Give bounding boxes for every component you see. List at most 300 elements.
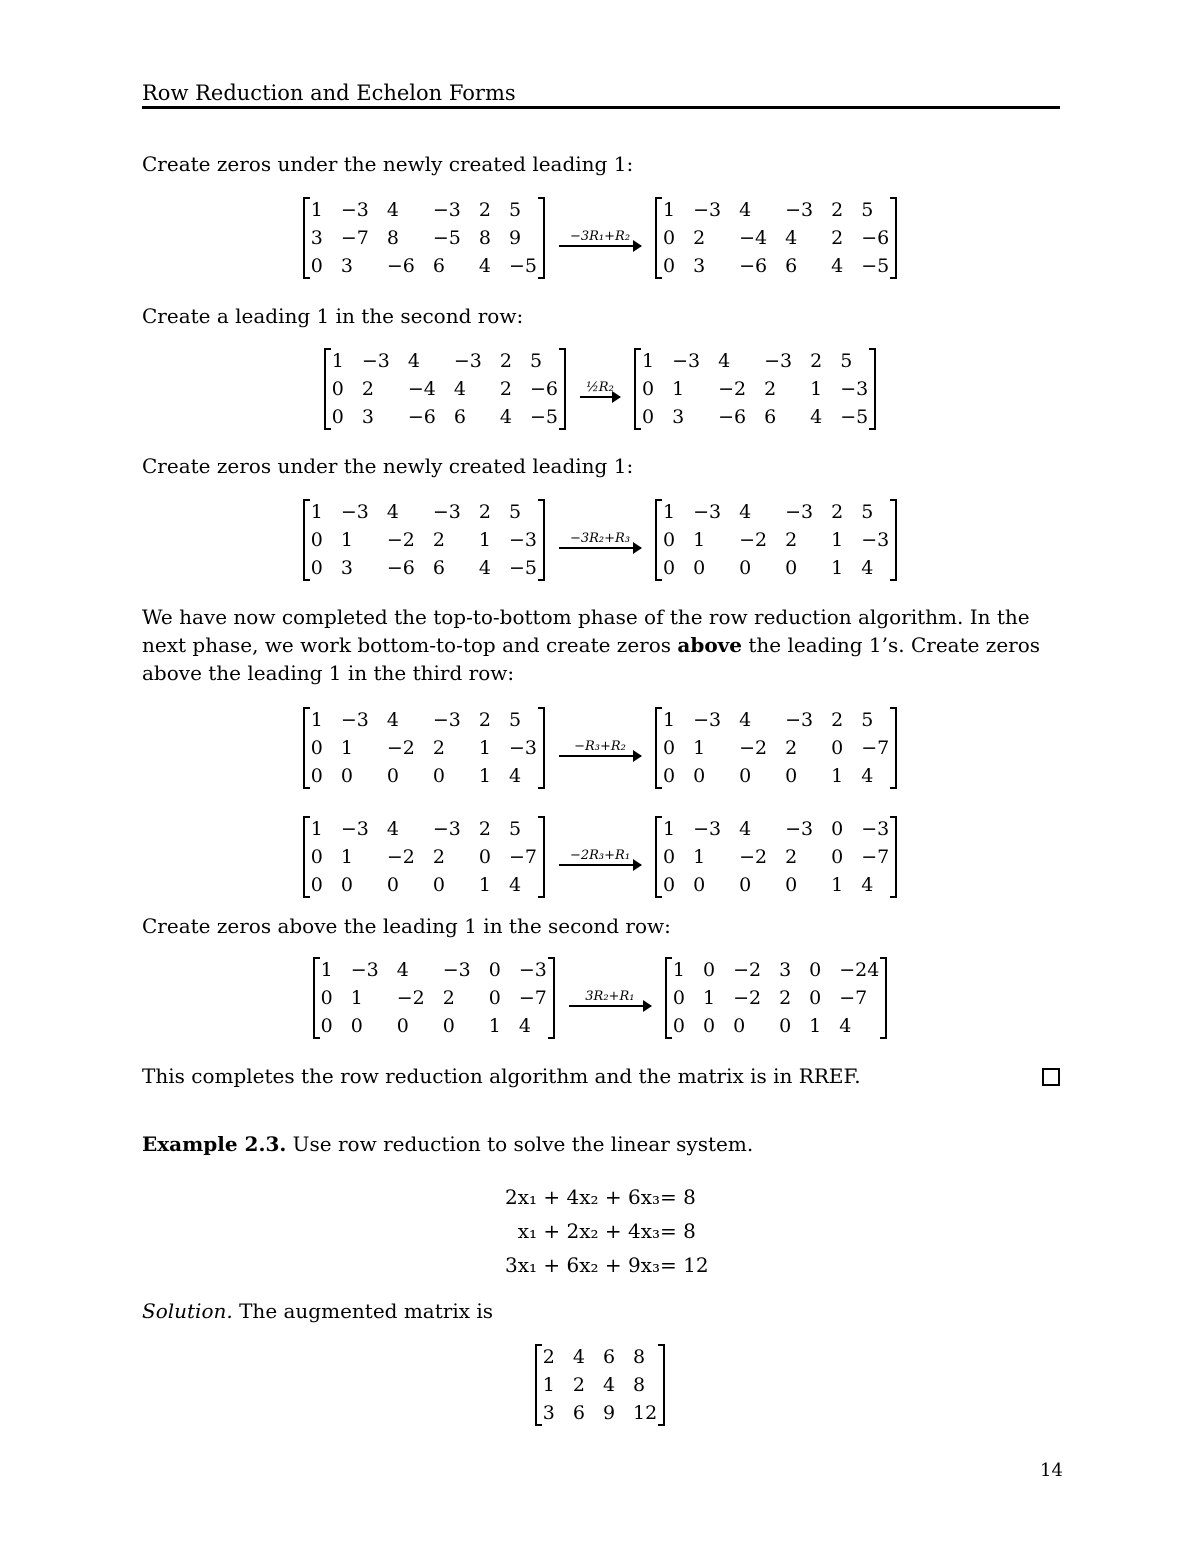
matrix-cell: 6 <box>453 406 466 428</box>
matrix-cell: 8 <box>478 227 491 249</box>
matrix-cell: 2 <box>785 846 798 868</box>
matrix-cell: 4 <box>499 406 512 428</box>
matrix-cell: −2 <box>396 987 425 1009</box>
matrix-cell: −3 <box>361 350 390 372</box>
matrix-cell: 2 <box>478 501 491 523</box>
matrix-row <box>310 815 538 843</box>
matrix-cell: 4 <box>861 557 874 579</box>
augmented-matrix <box>535 1343 665 1427</box>
solution-line <box>142 1297 1060 1325</box>
matrix-row <box>662 815 890 843</box>
matrix-cell: 0 <box>663 737 676 759</box>
matrix-cell: −3 <box>693 818 722 840</box>
matrix-row <box>331 375 559 403</box>
matrix-cell: 4 <box>478 255 491 277</box>
step-3-arrow <box>559 532 641 549</box>
equation-3-lhs: 3x₁ + 6x₂ + 9x₃ <box>504 1253 660 1277</box>
matrix-cell: 0 <box>672 987 685 1009</box>
matrix-cell: 4 <box>718 350 731 372</box>
matrix-cell: −3 <box>442 959 471 981</box>
matrix-cell: 2 <box>478 199 491 221</box>
matrix-cell: 0 <box>432 765 445 787</box>
matrix-cell: 4 <box>739 818 752 840</box>
matrix-cell: 4 <box>386 199 399 221</box>
matrix-cell: 0 <box>396 1015 409 1037</box>
matrix-row <box>320 1012 548 1040</box>
matrix-cell: 4 <box>839 1015 852 1037</box>
matrix-row <box>662 196 890 224</box>
completion-text: This completes the row reduction algorithm and the matrix is in RREF. <box>142 1064 861 1088</box>
matrix-cell: 1 <box>672 959 685 981</box>
matrix-cell: 0 <box>310 557 323 579</box>
matrix-cell: 0 <box>693 874 706 896</box>
matrix-row <box>310 762 538 790</box>
equation-2-rhs: = 8 <box>660 1219 696 1243</box>
step-4-left-matrix <box>303 706 545 790</box>
matrix-row <box>542 1399 658 1427</box>
step-6-right-matrix <box>665 956 888 1040</box>
step-4-right-matrix <box>655 706 897 790</box>
matrix-cell: 0 <box>320 987 333 1009</box>
matrix-cell: 1 <box>478 765 491 787</box>
matrix-cell: 4 <box>518 1015 531 1037</box>
matrix-cell: 1 <box>693 737 706 759</box>
matrix-cell: 0 <box>702 1015 716 1037</box>
matrix-row <box>310 843 538 871</box>
matrix-row <box>310 252 538 280</box>
matrix-cell: 1 <box>810 378 823 400</box>
step-6-row <box>0 956 1200 1040</box>
matrix-row <box>310 196 538 224</box>
step-1-arrow <box>559 230 641 247</box>
solution-label: Solution. <box>142 1299 233 1323</box>
matrix-cell: 0 <box>831 818 844 840</box>
matrix-cell: 4 <box>386 501 399 523</box>
matrix-cell: 4 <box>810 406 823 428</box>
matrix-cell: 3 <box>779 959 792 981</box>
matrix-cell: −3 <box>350 959 379 981</box>
matrix-cell: −5 <box>861 255 890 277</box>
matrix-row <box>672 956 881 984</box>
matrix-cell: 0 <box>310 874 323 896</box>
matrix-cell: 1 <box>340 529 353 551</box>
step-1-row <box>0 196 1200 280</box>
matrix-cell: 1 <box>831 557 844 579</box>
phase-paragraph <box>142 603 1060 687</box>
matrix-cell: 2 <box>831 709 844 731</box>
matrix-cell: 4 <box>739 199 752 221</box>
matrix-row <box>310 734 538 762</box>
phase-text-1: We have now completed the top-to-bottom phase of the row reduction algorithm. In the next phase, we work bottom-to-top and create zeros <box>142 605 1030 657</box>
matrix-cell: 0 <box>350 1015 363 1037</box>
matrix-cell: 6 <box>572 1402 585 1424</box>
matrix-cell: 5 <box>861 501 874 523</box>
matrix-cell: 2 <box>831 199 844 221</box>
matrix-cell: 0 <box>432 874 445 896</box>
matrix-row <box>542 1343 658 1371</box>
matrix-cell: 2 <box>831 501 844 523</box>
matrix-cell: −3 <box>840 378 869 400</box>
matrix-cell: 0 <box>331 406 344 428</box>
matrix-row <box>310 526 538 554</box>
matrix-cell: 0 <box>310 846 323 868</box>
step-5-right-matrix <box>655 815 897 899</box>
matrix-cell: 1 <box>663 199 676 221</box>
matrix-cell: −6 <box>718 406 747 428</box>
matrix-cell: 0 <box>831 737 844 759</box>
matrix-cell: −3 <box>785 501 814 523</box>
matrix-cell: 5 <box>508 501 522 523</box>
matrix-cell: 1 <box>340 846 353 868</box>
matrix-cell: −7 <box>839 987 868 1009</box>
matrix-row <box>310 871 538 899</box>
matrix-cell: 4 <box>785 227 798 249</box>
matrix-row <box>320 956 548 984</box>
matrix-cell: 1 <box>310 501 323 523</box>
equation-3-rhs: = 12 <box>660 1253 709 1277</box>
augmented-row <box>0 1343 1200 1427</box>
matrix-cell: 1 <box>693 529 706 551</box>
matrix-cell: 0 <box>331 378 344 400</box>
matrix-cell: −3 <box>453 350 482 372</box>
matrix-cell: −2 <box>739 737 768 759</box>
matrix-cell: 0 <box>642 378 655 400</box>
matrix-cell: −3 <box>340 501 369 523</box>
matrix-cell: 8 <box>633 1374 646 1396</box>
matrix-cell: 2 <box>361 378 374 400</box>
matrix-cell: −6 <box>386 255 415 277</box>
equation-1-lhs: 2x₁ + 4x₂ + 6x₃ <box>504 1185 660 1209</box>
matrix-cell: 4 <box>396 959 409 981</box>
step-4-row <box>0 706 1200 790</box>
matrix-cell: 0 <box>488 959 501 981</box>
matrix-cell: −7 <box>861 846 890 868</box>
matrix-cell: −6 <box>386 557 415 579</box>
matrix-cell: −7 <box>340 227 369 249</box>
matrix-cell: 0 <box>739 874 752 896</box>
matrix-cell: 1 <box>310 818 323 840</box>
matrix-cell: 0 <box>478 846 491 868</box>
matrix-cell: −5 <box>840 406 869 428</box>
matrix-cell: −3 <box>861 818 890 840</box>
matrix-cell: 5 <box>861 709 874 731</box>
linear-system <box>0 1180 1200 1282</box>
matrix-cell: −6 <box>529 378 558 400</box>
qed-box-icon <box>1042 1068 1060 1086</box>
step-1-caption: Create zeros under the newly created leading 1: <box>142 152 634 176</box>
matrix-cell: −3 <box>693 709 722 731</box>
matrix-cell: 6 <box>764 406 777 428</box>
matrix-cell: 2 <box>432 737 445 759</box>
matrix-cell: 1 <box>831 765 844 787</box>
matrix-row <box>331 403 559 431</box>
matrix-cell: 0 <box>663 557 676 579</box>
matrix-cell: 0 <box>386 765 399 787</box>
matrix-cell: 1 <box>478 874 491 896</box>
matrix-cell: 9 <box>602 1402 616 1424</box>
phase-text-2: the leading 1’s. Create zeros above the leading 1 in the third row: <box>142 633 1041 685</box>
example-text: Use row reduction to solve the linear system. <box>286 1132 754 1156</box>
matrix-cell: 0 <box>663 227 676 249</box>
matrix-row <box>320 984 548 1012</box>
matrix-row <box>662 871 890 899</box>
matrix-cell: 1 <box>702 987 716 1009</box>
page-number: 14 <box>1040 1460 1063 1481</box>
matrix-cell: −3 <box>785 818 814 840</box>
matrix-row <box>662 734 890 762</box>
matrix-cell: 0 <box>663 846 676 868</box>
matrix-cell: 2 <box>499 378 512 400</box>
matrix-cell: 0 <box>663 765 676 787</box>
step-2-arrow <box>580 381 620 398</box>
matrix-cell: 4 <box>572 1346 585 1368</box>
matrix-cell: 4 <box>602 1374 616 1396</box>
matrix-cell: 1 <box>478 529 491 551</box>
step-5-operation: −2R₃+R₁ <box>569 847 631 863</box>
page-title: Row Reduction and Echelon Forms <box>142 81 516 105</box>
phase-bold: above <box>677 633 743 657</box>
step-1-right-matrix <box>655 196 897 280</box>
step-3-left-matrix <box>303 498 545 582</box>
matrix-cell: −5 <box>529 406 558 428</box>
matrix-cell: −3 <box>432 709 461 731</box>
matrix-row <box>331 347 559 375</box>
matrix-cell: 2 <box>785 529 798 551</box>
matrix-cell: 4 <box>386 818 399 840</box>
matrix-cell: 2 <box>779 987 792 1009</box>
matrix-cell: −3 <box>432 818 461 840</box>
matrix-cell: 2 <box>432 846 445 868</box>
matrix-cell: 5 <box>508 709 522 731</box>
matrix-cell: −3 <box>693 199 722 221</box>
matrix-cell: 0 <box>733 1015 746 1037</box>
matrix-cell: 0 <box>702 959 716 981</box>
matrix-cell: 5 <box>508 818 522 840</box>
matrix-cell: −2 <box>386 529 415 551</box>
equation-2 <box>0 1214 1200 1248</box>
solution-text: The augmented matrix is <box>232 1299 494 1323</box>
matrix-cell: 0 <box>693 765 706 787</box>
matrix-row <box>310 554 538 582</box>
matrix-cell: −3 <box>432 501 461 523</box>
matrix-cell: −7 <box>861 737 890 759</box>
matrix-cell: −7 <box>508 846 537 868</box>
matrix-cell: 1 <box>663 709 676 731</box>
matrix-cell: 0 <box>310 255 323 277</box>
matrix-cell: 2 <box>432 529 445 551</box>
matrix-cell: 0 <box>663 255 676 277</box>
step-3-row <box>0 498 1200 582</box>
matrix-cell: 0 <box>663 529 676 551</box>
matrix-cell: 6 <box>432 255 445 277</box>
matrix-cell: 4 <box>508 874 522 896</box>
matrix-cell: 4 <box>407 350 420 372</box>
step-5-left-matrix <box>303 815 545 899</box>
matrix-cell: 2 <box>499 350 512 372</box>
matrix-cell: 0 <box>809 959 822 981</box>
matrix-row <box>662 706 890 734</box>
matrix-cell: 0 <box>739 765 752 787</box>
matrix-row <box>641 375 869 403</box>
matrix-row <box>641 403 869 431</box>
matrix-cell: 0 <box>442 1015 455 1037</box>
matrix-cell: −24 <box>839 959 880 981</box>
matrix-cell: 8 <box>386 227 399 249</box>
matrix-cell: −4 <box>407 378 436 400</box>
matrix-cell: −3 <box>861 529 890 551</box>
matrix-cell: −6 <box>407 406 436 428</box>
matrix-row <box>542 1371 658 1399</box>
matrix-cell: 2 <box>785 737 798 759</box>
matrix-cell: 0 <box>831 846 844 868</box>
matrix-cell: 1 <box>663 818 676 840</box>
matrix-cell: 4 <box>739 501 752 523</box>
matrix-cell: 1 <box>478 737 491 759</box>
matrix-cell: 1 <box>488 1015 501 1037</box>
matrix-cell: 5 <box>508 199 522 221</box>
matrix-cell: 0 <box>320 1015 333 1037</box>
matrix-cell: 0 <box>386 874 399 896</box>
matrix-cell: −3 <box>340 199 369 221</box>
matrix-cell: 2 <box>478 709 491 731</box>
matrix-cell: 0 <box>693 557 706 579</box>
equation-2-lhs: x₁ + 2x₂ + 4x₃ <box>517 1219 660 1243</box>
matrix-row <box>310 224 538 252</box>
matrix-cell: 6 <box>785 255 798 277</box>
matrix-cell: −3 <box>785 709 814 731</box>
step-1-left-matrix <box>303 196 545 280</box>
step-2-right-matrix <box>634 347 876 431</box>
step-5-arrow <box>559 849 641 866</box>
matrix-cell: 3 <box>340 557 353 579</box>
matrix-cell: −2 <box>386 737 415 759</box>
matrix-cell: −3 <box>432 199 461 221</box>
matrix-cell: −3 <box>693 501 722 523</box>
matrix-row <box>662 762 890 790</box>
matrix-cell: 0 <box>340 765 353 787</box>
example-label: Example 2.3. <box>142 1132 287 1156</box>
matrix-cell: −6 <box>739 255 768 277</box>
step-5-row <box>0 815 1200 899</box>
matrix-row <box>662 224 890 252</box>
matrix-cell: 0 <box>739 557 752 579</box>
matrix-cell: 2 <box>542 1346 555 1368</box>
matrix-cell: 6 <box>602 1346 616 1368</box>
matrix-cell: −2 <box>733 959 762 981</box>
matrix-cell: 1 <box>831 874 844 896</box>
matrix-cell: −7 <box>518 987 547 1009</box>
matrix-cell: 0 <box>488 987 501 1009</box>
matrix-cell: 3 <box>672 406 685 428</box>
step-6-arrow <box>569 990 651 1007</box>
matrix-cell: −4 <box>739 227 768 249</box>
matrix-cell: 1 <box>693 846 706 868</box>
matrix-cell: 0 <box>785 874 798 896</box>
matrix-cell: −3 <box>508 529 537 551</box>
matrix-cell: 3 <box>361 406 374 428</box>
step-4-arrow <box>559 740 641 757</box>
step-2-row <box>0 347 1200 431</box>
step-3-right-matrix <box>655 498 897 582</box>
matrix-cell: 4 <box>386 709 399 731</box>
matrix-cell: 0 <box>642 406 655 428</box>
matrix-row <box>662 843 890 871</box>
matrix-row <box>310 706 538 734</box>
step-6-left-matrix <box>313 956 555 1040</box>
matrix-cell: 3 <box>693 255 706 277</box>
matrix-cell: 5 <box>840 350 853 372</box>
matrix-cell: 2 <box>831 227 844 249</box>
matrix-row <box>641 347 869 375</box>
matrix-cell: 3 <box>310 227 323 249</box>
matrix-cell: 1 <box>672 378 685 400</box>
matrix-cell: 2 <box>478 818 491 840</box>
matrix-row <box>662 252 890 280</box>
matrix-cell: 1 <box>350 987 363 1009</box>
matrix-cell: 1 <box>320 959 333 981</box>
matrix-row <box>662 498 890 526</box>
matrix-cell: 2 <box>442 987 455 1009</box>
matrix-cell: 0 <box>779 1015 792 1037</box>
matrix-cell: 4 <box>478 557 491 579</box>
matrix-row <box>672 1012 881 1040</box>
matrix-cell: 1 <box>310 709 323 731</box>
matrix-row <box>672 984 881 1012</box>
matrix-cell: 1 <box>663 501 676 523</box>
step-2-left-matrix <box>324 347 566 431</box>
matrix-row <box>310 498 538 526</box>
matrix-cell: 1 <box>642 350 655 372</box>
matrix-cell: 0 <box>663 874 676 896</box>
matrix-cell: 4 <box>861 874 874 896</box>
matrix-cell: −3 <box>518 959 547 981</box>
matrix-cell: −3 <box>508 737 537 759</box>
matrix-cell: 3 <box>340 255 353 277</box>
matrix-cell: −6 <box>861 227 890 249</box>
matrix-cell: 0 <box>310 737 323 759</box>
matrix-cell: 4 <box>831 255 844 277</box>
matrix-cell: 0 <box>340 874 353 896</box>
matrix-cell: −5 <box>508 255 537 277</box>
step-3-caption: Create zeros under the newly created leading 1: <box>142 454 634 478</box>
matrix-cell: 0 <box>672 1015 685 1037</box>
matrix-cell: 1 <box>831 529 844 551</box>
matrix-cell: −2 <box>739 846 768 868</box>
example-heading <box>142 1130 1060 1158</box>
matrix-cell: −2 <box>718 378 747 400</box>
page-header <box>142 80 1060 109</box>
step-4-operation: −R₃+R₂ <box>574 738 626 754</box>
matrix-cell: 4 <box>508 765 522 787</box>
matrix-cell: −3 <box>785 199 814 221</box>
matrix-cell: 0 <box>310 529 323 551</box>
matrix-cell: 9 <box>508 227 522 249</box>
matrix-cell: 5 <box>861 199 874 221</box>
matrix-cell: −3 <box>672 350 701 372</box>
matrix-cell: −5 <box>508 557 537 579</box>
matrix-cell: −2 <box>386 846 415 868</box>
matrix-cell: 1 <box>310 199 323 221</box>
equation-3 <box>0 1248 1200 1282</box>
matrix-cell: 1 <box>340 737 353 759</box>
step-2-operation: ½R₂ <box>586 379 614 395</box>
matrix-cell: 4 <box>861 765 874 787</box>
matrix-cell: −2 <box>733 987 762 1009</box>
matrix-cell: −3 <box>340 818 369 840</box>
matrix-cell: 0 <box>809 987 822 1009</box>
matrix-row <box>662 526 890 554</box>
step-6-caption: Create zeros above the leading 1 in the second row: <box>142 914 671 938</box>
